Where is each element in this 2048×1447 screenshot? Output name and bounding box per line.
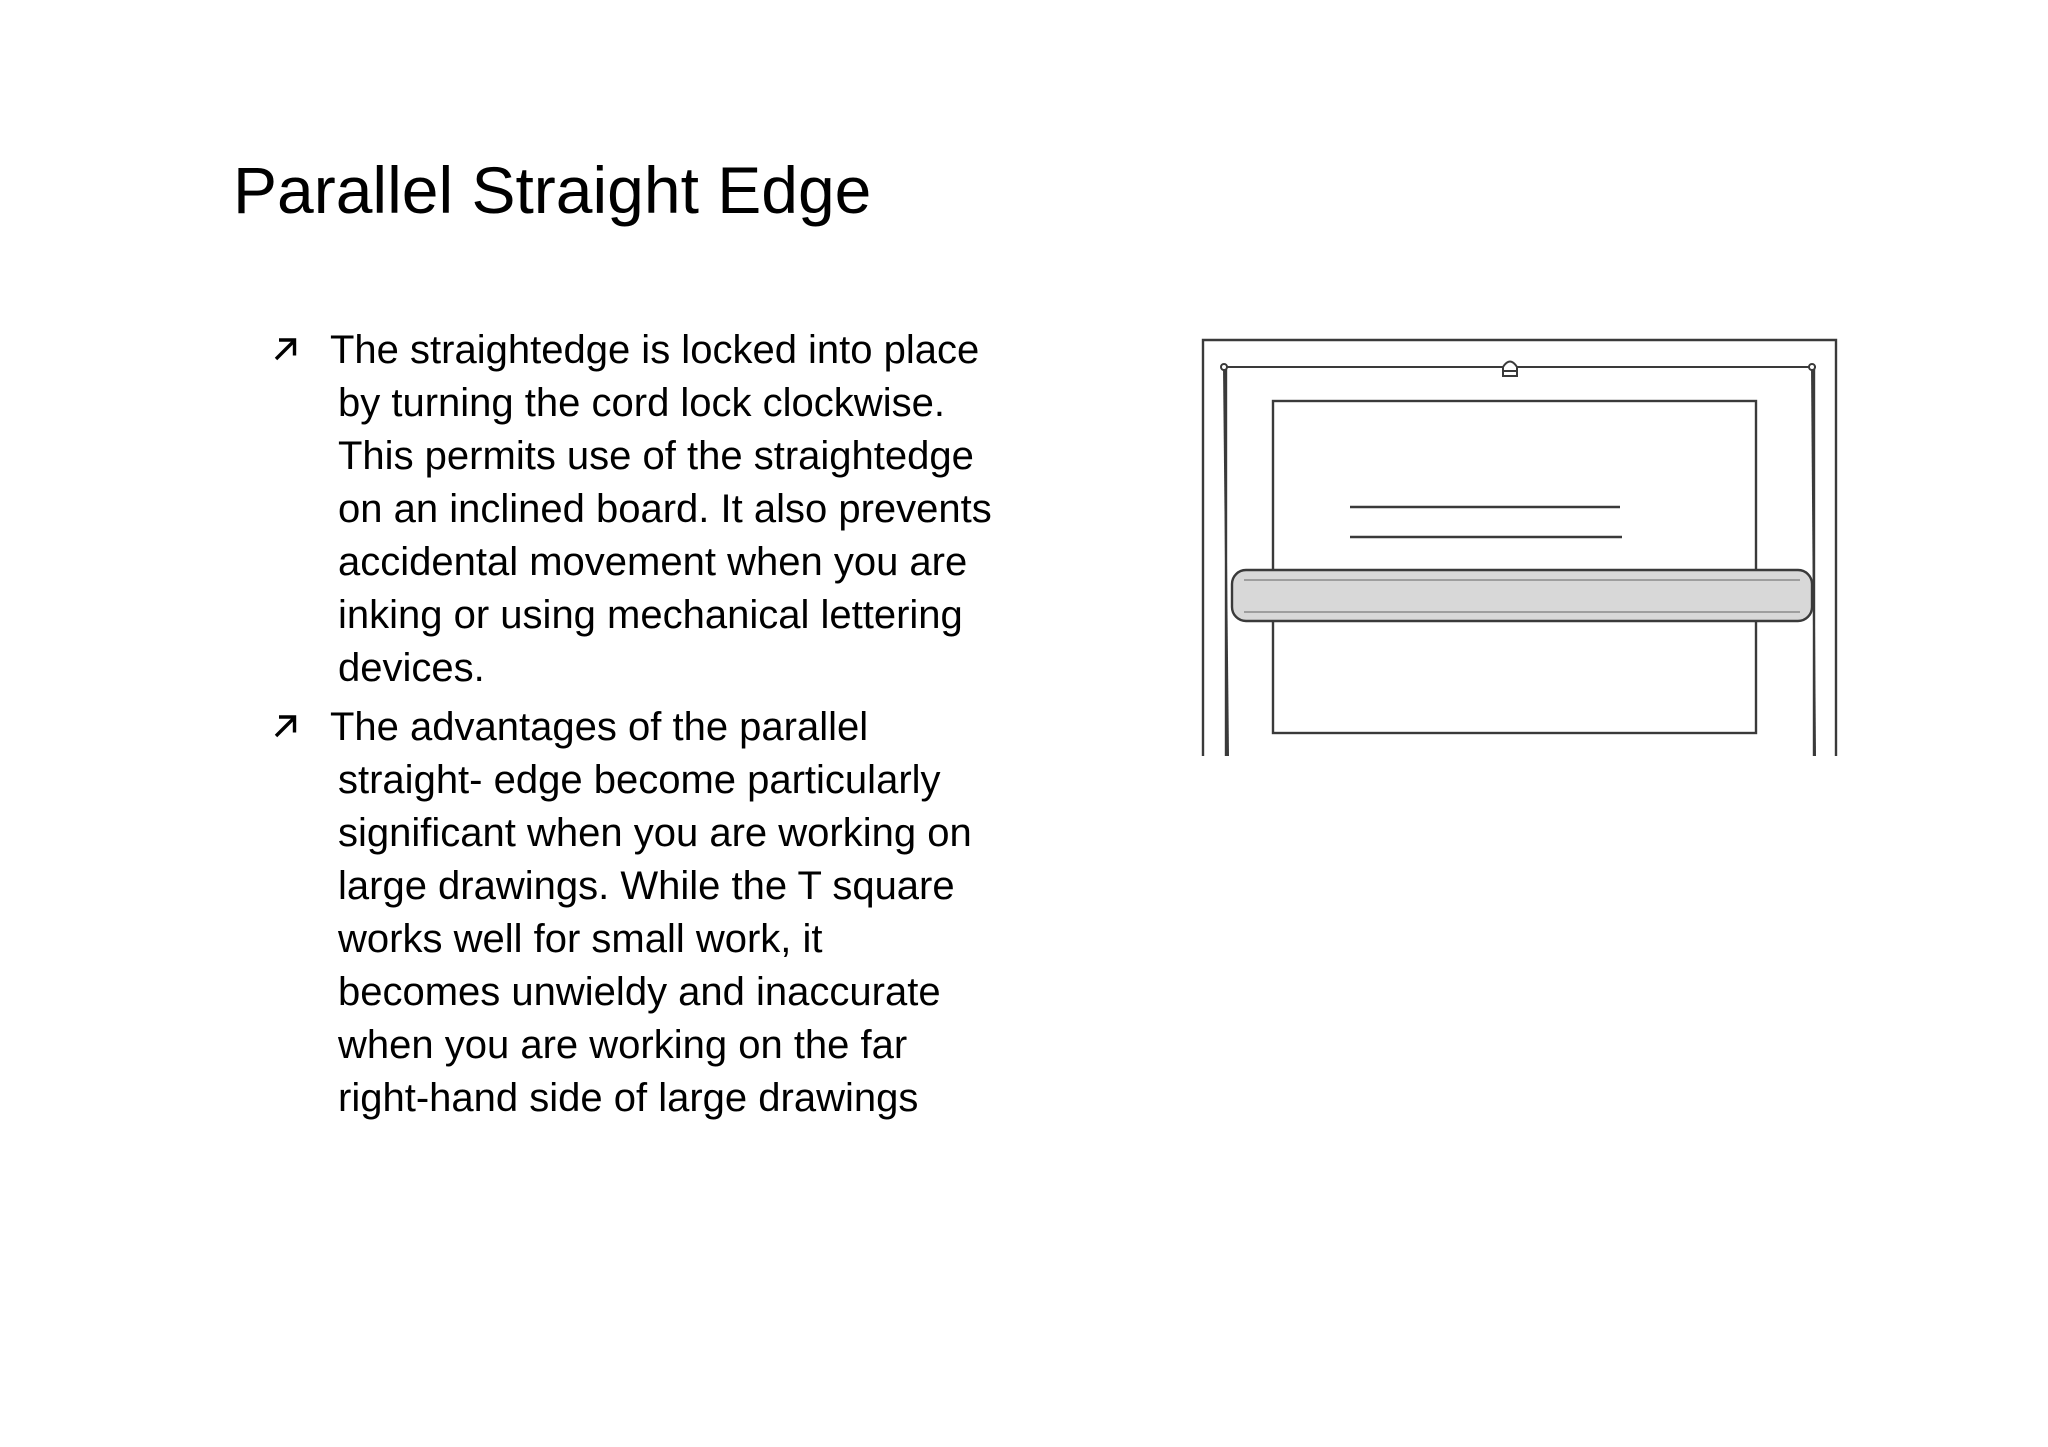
bullet-text-line: This permits use of the straightedge xyxy=(338,434,974,478)
bullet-text-line: The advantages of the parallel xyxy=(330,705,869,749)
cord-pulley-right xyxy=(1809,364,1815,370)
bullet-text-line: when you are working on the far xyxy=(338,1023,908,1067)
slide-title: Parallel Straight Edge xyxy=(233,153,872,227)
bullet-text-line: right-hand side of large drawings xyxy=(338,1076,919,1120)
parallel-straightedge-illustration xyxy=(1200,336,1844,760)
bullet-item-advantages xyxy=(270,701,1070,1125)
bullet-text-line: inking or using mechanical lettering xyxy=(338,593,963,637)
bullet-text-line: accidental movement when you are xyxy=(338,540,968,584)
bullet-text-line: large drawings. While the T square xyxy=(338,864,955,908)
bullet-text-line: works well for small work, it xyxy=(338,917,823,961)
cord-clamp xyxy=(1503,362,1517,377)
bullet-text-line: on an inclined board. It also prevents xyxy=(338,487,992,531)
bullet-text-line: devices. xyxy=(338,646,485,690)
bullet-text-line: straight- edge become particularly xyxy=(338,758,941,802)
bullet-text-line: significant when you are working on xyxy=(338,811,972,855)
bullet-text-line: by turning the cord lock clockwise. xyxy=(338,381,945,425)
north-east-arrow-icon xyxy=(270,711,300,741)
bullet-item-cord-lock xyxy=(270,324,1070,695)
bullet-text-line: becomes unwieldy and inaccurate xyxy=(338,970,941,1014)
bullet-list xyxy=(270,324,1070,1131)
bullet-text-line: The straightedge is locked into place xyxy=(330,328,980,372)
north-east-arrow-icon xyxy=(270,334,300,364)
drawing-paper xyxy=(1273,401,1756,733)
cord-pulley-left xyxy=(1221,364,1227,370)
straightedge-bar xyxy=(1232,570,1812,621)
